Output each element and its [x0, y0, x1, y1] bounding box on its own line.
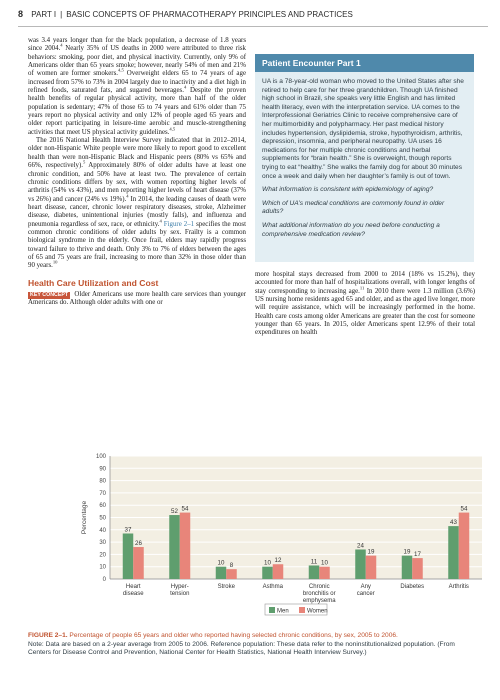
part-label: PART I: [31, 10, 57, 19]
right-column: [255, 271, 475, 338]
legend-label: Women: [307, 608, 328, 615]
paragraph: [28, 291, 246, 308]
bar-women[interactable]: [133, 547, 144, 579]
text: In 2010 there were 1.3 million (3.6%) US nursing home residents aged 65 and older, and as the aged live longer, more will require assistance, which will be increasingly performed in the home. Health care costs among older Americans are greater than the cost for someone younger than 65 years. In 2015, older Americans spent 12.9% of their total expenditures on health: [255, 287, 476, 337]
data-label: 10: [321, 559, 328, 567]
page-header: [18, 9, 488, 25]
data-label: 54: [460, 505, 468, 513]
x-tick-label: cancer: [356, 591, 375, 597]
x-tick-label: Any: [360, 584, 371, 590]
header-separator: |: [60, 10, 63, 19]
citation[interactable]: 4: [183, 84, 187, 90]
text: The 2016 National Health Interview Survey indicated that in 2012–2014, older non-Hispanic White people were more likely to report good to excellent health than were non-Hispanic Black and Hispanic peers (80% vs 65% and 66%, respectively).: [28, 137, 246, 170]
bar-men[interactable]: [448, 526, 459, 579]
paragraph: [28, 137, 246, 271]
chapter-title: BASIC CONCEPTS OF PHARMACOTHERAPY PRINCIPLES AND PRACTICES: [66, 10, 353, 19]
section-heading: Health Care Utilization and Cost: [28, 277, 159, 288]
data-label: 8: [229, 562, 234, 570]
legend-swatch-women: [299, 607, 305, 613]
text: specifies the most common chronic conditions of older adults by sex. Frailty is a common biological syndrome in the elderly. Once frail, elders may rapidly progress toward failure to thrive and death. Only 3% to 7% of elders between the ages of 65 and 75 years are frail, increasing to more than 32% in those older than 90 years.: [28, 220, 246, 270]
y-tick-label: 30: [99, 540, 106, 547]
text: Overweight elders 65 to 74 years of age increased from 57% to 73% in 2004 largely due to inactivity and a diet high in refined foods, saturated fats, and sugared beverages.: [28, 70, 246, 95]
citation[interactable]: 5: [82, 159, 86, 165]
y-axis-label: Percentage: [81, 500, 88, 535]
data-label: 12: [274, 557, 282, 565]
bar-men[interactable]: [262, 567, 273, 579]
bar-men[interactable]: [169, 515, 180, 579]
data-label: 37: [124, 526, 132, 534]
x-tick-label: emphysema: [302, 598, 336, 604]
data-label: 19: [403, 548, 411, 556]
key-concept-badge: KEY CONCEPT: [30, 291, 69, 298]
bar-women[interactable]: [273, 564, 284, 579]
data-label: 54: [181, 505, 189, 513]
question: What additional information do you need before conducting a comprehensive medication review?: [262, 221, 440, 238]
bar-chart: [70, 452, 490, 622]
x-tick-label: Stroke: [217, 584, 235, 590]
y-tick-label: 60: [99, 503, 106, 510]
bar-men[interactable]: [123, 533, 134, 579]
data-label: 26: [135, 540, 142, 548]
y-tick-label: 70: [99, 490, 106, 497]
patient-encounter-title: Patient Encounter Part 1: [255, 54, 474, 72]
y-tick-label: 20: [99, 552, 106, 559]
y-tick-label: 100: [95, 454, 106, 460]
data-label: 17: [414, 551, 421, 559]
figure-label: FIGURE 2–1.: [28, 632, 68, 639]
page-number: 8: [18, 9, 24, 19]
citation[interactable]: 4,5: [118, 68, 124, 74]
legend-swatch-men: [269, 607, 275, 613]
text: Approximately 80% of older adults have at least one chronic condition, and 50% have at least two. The prevalence of certain chronic conditions differs by sex, with women reporting higher levels of arthritis (54% vs 43%), and men reporting higher levels of heart disease (37% vs 26%) and cancer (24% vs 19%).: [28, 162, 246, 203]
text: was 3.4 years longer than for the black population, a decrease of 1.8 years since 2004.: [28, 37, 246, 53]
left-column: [28, 37, 246, 308]
y-tick-label: 10: [99, 564, 106, 571]
x-tick-label: bronchitis or: [302, 591, 336, 597]
citation[interactable]: 4: [159, 218, 162, 224]
bar-men[interactable]: [402, 556, 413, 579]
bar-women[interactable]: [319, 567, 330, 579]
bar-men[interactable]: [309, 565, 320, 579]
y-tick-label: 90: [99, 466, 106, 473]
x-tick-label: Heart: [125, 584, 141, 590]
data-label: 24: [357, 542, 364, 550]
x-tick-label: Arthritis: [448, 584, 469, 590]
header-rule: [18, 26, 488, 27]
legend-label: Men: [277, 608, 289, 615]
patient-encounter-body: [255, 72, 474, 243]
bar-men[interactable]: [355, 549, 366, 579]
figure-link[interactable]: Figure 2–1: [163, 220, 195, 228]
text: Nearly 35% of US deaths in 2000 were attributed to three risk behaviors: smoking, poor diet, and physical inactivity. Currently, only 9% of Americans older than 65 years smoke; however, nearly 54% of men and 21% of women are former smokers.: [28, 45, 246, 78]
data-label: 11: [310, 558, 318, 566]
bar-women[interactable]: [412, 558, 423, 579]
y-tick-label: 80: [99, 478, 106, 485]
case-description: UA is a 78-year-old woman who moved to the United States after she retired to help care for her three grandchildren. Though UA finished high school in Brazil, she speaks very little English and has limited health literacy, even with the interpretation service. UA comes to the Interprofessional Geriatrics Clinic to receive comprehensive care of her multimorbidity and polypharmacy. Her past medical history includes hypertension, dyslipidemia, stroke, hypothyroidism, arthritis, depression, insomnia, and peripheral neuropathy. UA uses 16 medications for her multiple chronic conditions and herbal supplements for “brain health.” She is overweight, though reports trying to eat “healthy.” She walks the family dog for about 30 minutes once a week and daily when her daughter’s family is out of town.: [262, 78, 464, 180]
question: What information is consistent with epidemiology of aging?: [262, 186, 434, 194]
x-tick-label: disease: [122, 591, 144, 597]
citation[interactable]: 4: [126, 193, 129, 199]
chart-container: [70, 452, 490, 622]
citation[interactable]: 11: [359, 285, 365, 291]
text: Older Americans use more health care services than younger Americans do. Although older adults with one or: [28, 290, 246, 307]
bar-women[interactable]: [366, 556, 377, 579]
data-label: 10: [217, 559, 225, 567]
figure-note: Note: Data are based on a 2-year average from 2005 to 2006. Reference population: These data refer to the noninstitutionalized population. (From Centers for Disease Control and Prevention, National Center for Health Statistics, National Health Interview Survey.): [28, 640, 455, 657]
x-tick-label: Hyper-: [170, 584, 189, 590]
citation[interactable]: 4: [60, 43, 63, 49]
y-tick-label: 50: [99, 515, 106, 522]
data-label: 52: [171, 508, 178, 516]
data-label: 19: [367, 548, 375, 556]
bar-women[interactable]: [226, 569, 237, 579]
figure-title: Percentage of people 65 years and older who reported having selected chronic conditions, by sex, 2005 to 2006.: [69, 632, 398, 639]
text: more hospital stays decreased from 2000 to 2014 (18% vs 15.2%), they accounted for more than half of hospitalizations overall, with longer lengths of stay corresponding to increasing age.: [255, 271, 475, 295]
y-tick-label: 40: [99, 527, 106, 534]
citation[interactable]: 10: [52, 259, 58, 265]
text: Despite the proven health benefits of regular physical activity, more than half of the older population is sedentary; 47% of those 65 to 74 years and 61% older than 75 years report no physical activity and only 12% of people aged 65 years and older report participating in leisure-time aerobic and muscle-strengthening activities that meet US physical activity guidelines.: [28, 87, 246, 136]
text: In 2014, the leading causes of death were heart disease, cancer, chronic lower respiratory diseases, stroke, Alzheimer disease, diabetes, unintentional injuries (mostly falls), and influenza and pneumonia regardless of sex, race, or ethnicity.: [28, 195, 246, 228]
x-tick-label: Diabetes: [400, 584, 425, 590]
x-tick-label: Chronic: [308, 584, 330, 590]
question: Which of UA’s medical conditions are commonly found in older adults?: [262, 199, 445, 216]
citation[interactable]: 4,5: [169, 126, 176, 132]
x-tick-label: tension: [170, 591, 190, 597]
data-label: 10: [264, 559, 271, 567]
bar-women[interactable]: [180, 513, 191, 579]
data-label: 43: [450, 519, 457, 527]
paragraph: [255, 271, 475, 338]
patient-encounter-box: [255, 54, 474, 262]
figure-caption: [28, 632, 478, 658]
x-tick-label: Asthma: [262, 584, 283, 590]
bar-men[interactable]: [216, 567, 227, 579]
y-tick-label: 0: [102, 577, 106, 583]
paragraph: [28, 37, 246, 137]
bar-women[interactable]: [459, 513, 470, 579]
